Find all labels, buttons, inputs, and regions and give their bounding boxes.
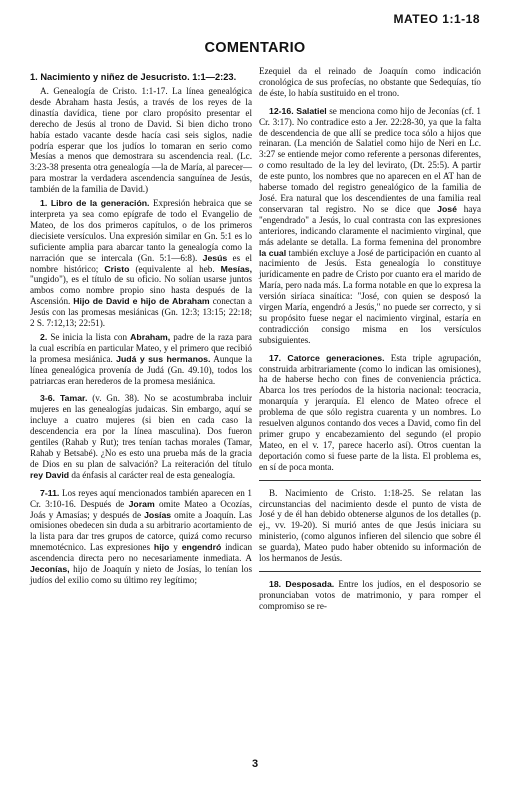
keyword: Abraham, — [130, 331, 171, 342]
keyword: hijo — [153, 542, 170, 553]
verse-key: 1. Libro de la generación. — [40, 198, 150, 209]
paragraph-text: padre de la raza para la cual escribía en particular Mateo, y el primero que recibió la promesa mesiánica. — [30, 331, 252, 364]
paragraph-continued: Ezequiel da el reinado de Joaquín como indicación cronológica de sus profecías, no obstante que Sedequías, tío de éste, lo había sustituido en el trono. — [259, 66, 481, 98]
paragraph-verse-18 — [259, 579, 481, 612]
keyword: Cristo — [104, 263, 130, 274]
keyword: Judá y sus hermanos. — [116, 353, 211, 364]
verse-key: 12-16. Salatiel — [269, 105, 327, 116]
paragraph-text: omite a Joaquín. Las omisiones obedecen sin duda a su arbitrario acortamiento de la lista para dar tres grupos de catorce, quizá como recurso mnemotécnico. Las expresiones — [30, 509, 252, 553]
keyword: Joram — [128, 498, 155, 509]
keyword: José — [437, 203, 457, 214]
paragraph-text: y — [169, 542, 182, 553]
keyword: Jesús — [202, 252, 228, 263]
verse-key: 18. Desposada. — [269, 578, 335, 589]
paragraph-verse-1 — [30, 198, 252, 329]
keyword: Josías — [144, 509, 172, 520]
paragraph-verse-7-11 — [30, 488, 252, 586]
running-head: MATEO 1:1-18 — [393, 12, 480, 26]
paragraph-text: da énfasis al carácter real de esta genealogía. — [69, 469, 236, 480]
paragraph-verse-2 — [30, 332, 252, 387]
paragraph-text: "ungido"), es el título de su oficio. No solían usarse juntos ambos como nombre propio sino hasta después de la Ascensión. — [30, 274, 252, 307]
paragraph-text: omite Mateo a Ocozías, Joás y Amasías; y después de — [30, 498, 252, 520]
right-column — [259, 66, 481, 615]
paragraph-text: haya "engendrado" a Jesús, lo cual contrasta con las expresiones anteriores, indicando claramente el nacimiento virginal, que más adelante se detalla. La forma femenina del pronombre — [259, 203, 482, 247]
italic-word: o — [259, 160, 264, 171]
paragraph-text: Los reyes aquí mencionados también aparecen en 1 Cr. 3:10-16. Después de — [30, 487, 252, 509]
paragraph-text: hijo de Joaquín y nieto de Josías, lo tenían los judíos del exilio como su último rey legítimo; — [30, 564, 252, 585]
paragraph-text: Se inicia la lista con — [47, 331, 131, 342]
paragraph-genealogy — [30, 86, 252, 195]
verse-key: 17. Catorce generaciones. — [269, 352, 385, 363]
paragraph-verse-3-6 — [30, 393, 252, 480]
verse-key: 3-6. Tamar. — [40, 393, 88, 404]
paragraph-birth: B. Nacimiento de Cristo. 1:18-25. Se relatan las circunstancias del nacimiento desde el punto de vista de José y de él han debido obtenerse algunos de los detalles (p. ej., vv. 19-20). Si murió antes de que Jesús iniciara su ministerio, (como algunos infieren del silencio que sobre él se guarda), Mateo pudo haber obtenido su información de los hermanos de Jesús. — [259, 487, 481, 564]
left-column — [30, 72, 252, 589]
paragraph-text: Expresión hebraica que se interpreta ya sea como epígrafe de todo el Evangelio de Mateo, de los dos primeros capítulos, o de los primeros diecisiete versículos. Una expresión similar en Gn. 5:1 es lo suficiente amplia para abarcar tanto la genealogía como la narración que se intercala (Gn. 5:1—6:8). — [30, 198, 252, 263]
paragraph-verse-17 — [259, 353, 481, 473]
paragraph-text: (equivalente al heb. — [129, 263, 221, 274]
section-heading: 1. Nacimiento y niñez de Jesucristo. 1:1—2:23. — [30, 72, 237, 82]
keyword: Jeconías, — [30, 564, 70, 575]
paragraph-verse-12-16 — [259, 106, 481, 346]
paragraph-text: Entre los judíos, en el desposorio se pronunciaban votos de matrimonio, y para romper el compromiso se re- — [259, 578, 481, 611]
page-title: COMENTARIO — [204, 40, 306, 56]
verse-key: 2. — [40, 331, 48, 342]
paragraph-text: Aunque la línea genealógica provenía de Judá (Gn. 49.10), todos los patriarcas eran herederos de la promesa mesiánica. — [30, 353, 252, 386]
keyword: Mesías, — [220, 263, 253, 274]
page-number: 3 — [251, 758, 259, 770]
paragraph-text: como resultado de la ley del levirato, (Dt. 25:5). A partir de este punto, los nombres que no aparecen en el AT han de haberse tomado del registro genealógico de la familia de José. Era natural que los descendientes de una familia real conservaran tal registro. No se dice que — [259, 160, 481, 214]
keyword: Hijo de David e hijo de Abraham — [73, 296, 210, 307]
paragraph-text: también excluye a José de participación en cuanto al nacimiento de Jesús. Esta genealogía lo constituye jurídicamente en padre de Cristo por cuanto era el marido de María, pero nada más. La forma notable en que lo expresa la versión siríaca sinaítica: "José, con quien se desposó la virgen María, engendró a Jesús," no puede ser correcto, y si su propósito fuese negar el nacimiento virginal, estaría en contradicción consigo misma en los versículos subsiguientes. — [259, 247, 481, 345]
paragraph-text: conectan a Jesús con las promesas mesiánicas (Gn. 12:3; 13:15; 22:18; 2 S. 7:12,13; 22:51). — [30, 296, 252, 329]
keyword: rey David — [30, 469, 70, 480]
paragraph-text: (v. Gn. 38). No se acostumbraba incluir mujeres en las genealogías judaicas. Sin embargo, aquí se incluye a cuatro mujeres (si bien en cada caso la descendencia era por la línea masculina). Dos fueron gentiles (Rahab y Rut); tres tenían tachas morales (Tamar, Rahab y Betsabé). ¿No es esto una prueba más de la gracia de Dios en su plan de salvación? La reiteración del título — [30, 393, 252, 469]
paragraph-text: es el nombre histórico; — [30, 252, 253, 274]
paragraph-text: se menciona como hijo de Jeconías (cf. 1 Cr. 3:17). No contradice esto a Jer. 22:28-30, ya que la falta de descendencia de que allí se predice toca sólo a hijos que reinaran. (La mención de Salatiel como hijo de Neri en Lc. 3:27 se entiende mejor como referente a personas diferentes, — [259, 105, 481, 160]
keyword: la cual — [259, 247, 287, 258]
verse-key: 7-11. — [40, 487, 60, 498]
section-divider — [259, 480, 481, 481]
paragraph-text: Esta triple agrupación, construida arbitrariamente (como lo indican las omisiones), ha de haberse hecho con fines de conveniencia práctica. Abarca los tres períodos de la historia nacional: teocracia, monarquía y jerarquía. El elenco de Mateo ofrece el problema de que sólo registra cuarenta y un nombres. Lo resuelven algunos contando dos veces a David, como fin del primer grupo y encabezamiento del segundo (el propio Mateo, en el v. 17, parece hacerlo así). Otros cuentan la deportación como si fuese parte de la lista. El problema es, en sí de poca monta. — [259, 352, 481, 472]
paragraph-text: A. Genealogía de Cristo. 1:1-17. La línea genealógica desde Abraham hasta Jesús, a través de los reyes de la dinastía davídica, tiene por claro propósito presentar el derecho de Jesús al trono de David. Si bien dicho trono había estado vacante desde hacía casi seis siglos, nadie podría esperar que los judíos lo tomaran en serio como Mesías a menos que demostrara su ascendencia real. (Lc. 3:23-38 presenta otra genealogía —la de María, al parecer— para mostrar la verdadera ascendencia sanguínea de Jesús, también de la familia de David.) — [30, 86, 252, 195]
section-divider — [259, 571, 481, 572]
paragraph-text: indican ascendencia directa pero no necesariamente inmediata. A — [30, 542, 253, 564]
keyword: engendró — [181, 542, 222, 553]
